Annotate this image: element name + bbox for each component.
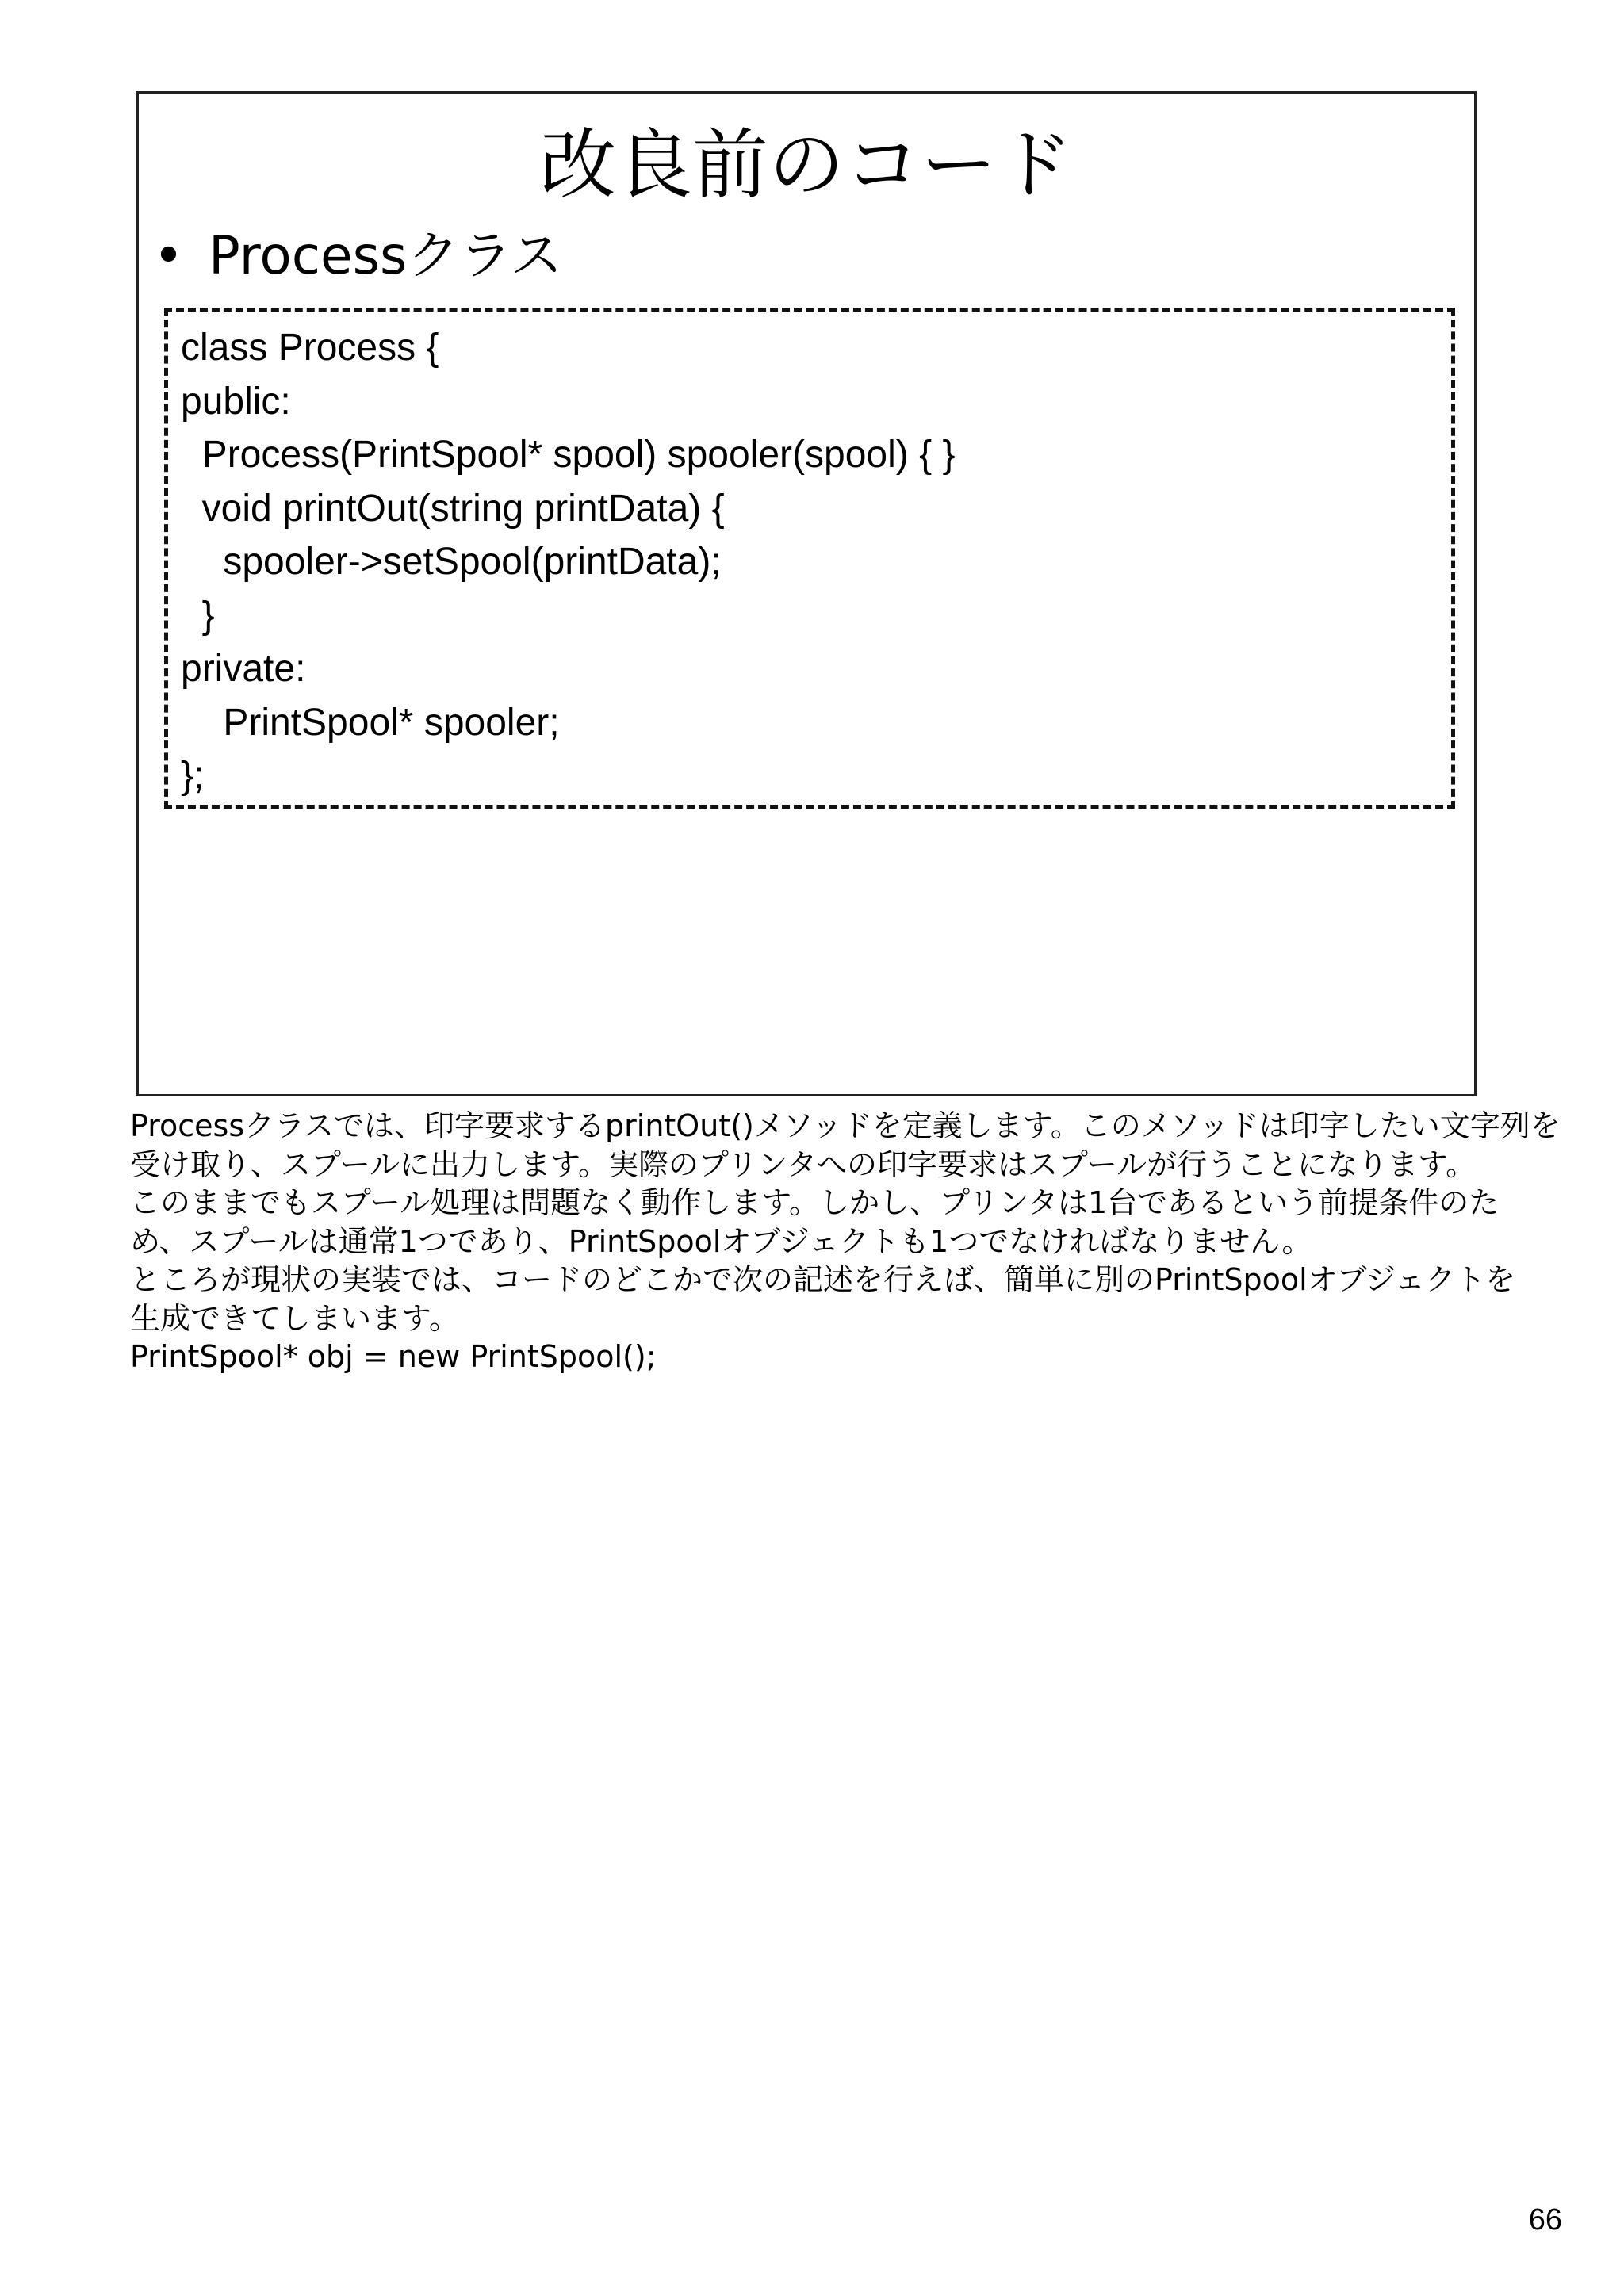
slide-title: 改良前のコード xyxy=(540,121,1073,209)
code-line: } xyxy=(181,594,215,637)
bullet-dot-icon: • xyxy=(153,225,184,286)
note-line: このままでもスプール処理は問題なく動作します。しかし、プリンタは1台であるという前提条件のた xyxy=(130,1185,1500,1220)
code-line: Process(PrintSpool* spool) spooler(spool) { } xyxy=(181,434,956,476)
code-line: public: xyxy=(181,380,291,423)
note-line: め、スプールは通常1つであり、PrintSpoolオブジェクトも1つでなければなりません。 xyxy=(130,1223,1312,1259)
note-line: 生成できてしまいます。 xyxy=(130,1300,459,1336)
code-line: spooler->setSpool(printData); xyxy=(181,541,722,583)
code-box xyxy=(164,308,1455,809)
page-number: 66 xyxy=(1528,2203,1562,2237)
speaker-notes xyxy=(130,1107,1561,1376)
code-line: PrintSpool* spooler; xyxy=(181,701,560,744)
note-line: ところが現状の実装では、コードのどこかで次の記述を行えば、簡単に別のPrintSpoolオブジェクトを xyxy=(130,1262,1516,1297)
code-line: class Process { xyxy=(181,327,439,369)
note-line: PrintSpool* obj = new PrintSpool(); xyxy=(130,1339,657,1374)
bullet-text: Processクラス xyxy=(209,225,563,286)
code-line: void printOut(string printData) { xyxy=(181,487,725,530)
bullet-item xyxy=(153,220,562,292)
code-line: }; xyxy=(181,755,205,797)
code-line: private: xyxy=(181,648,306,690)
note-line: Processクラスでは、印字要求するprintOut()メソッドを定義します。このメソッドは印字したい文字列を xyxy=(130,1108,1561,1143)
slide-frame xyxy=(136,91,1477,1096)
note-line: 受け取り、スプールに出力します。実際のプリンタへの印字要求はスプールが行うことになります。 xyxy=(130,1146,1477,1182)
